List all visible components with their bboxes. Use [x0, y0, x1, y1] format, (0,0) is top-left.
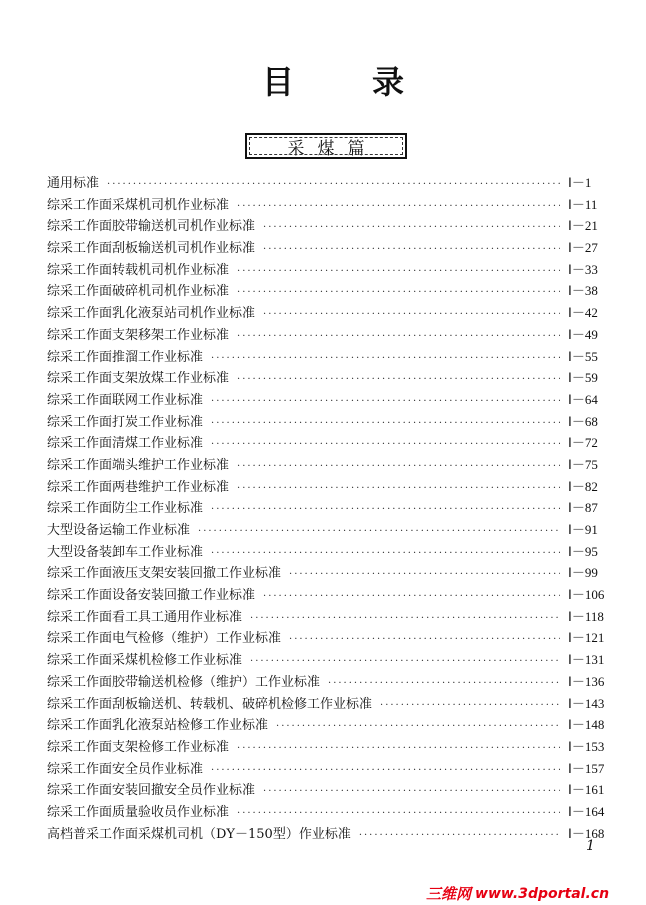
toc-entry[interactable]: [47, 411, 620, 433]
toc-entry-page: Ⅰ－33: [568, 261, 598, 277]
toc-entry-title: 综采工作面设备安装回撤工作业标准: [47, 588, 256, 604]
toc-entry-page: Ⅰ－161: [568, 782, 605, 798]
section-title: 采煤篇: [287, 138, 378, 159]
toc-entry-page: Ⅰ－153: [568, 738, 605, 754]
page-number: 1: [586, 838, 595, 854]
toc-entry-title: 综采工作面质量验收员作业标准: [47, 804, 230, 820]
toc-entry-title: 综采工作面两巷维护工作业标准: [47, 479, 230, 495]
toc-dot-leader: [289, 564, 560, 586]
page-title: [262, 64, 404, 100]
toc-entry-page: Ⅰ－38: [568, 283, 598, 299]
toc-entry-title: 大型设备运输工作业标准: [47, 523, 191, 538]
toc-entry-page: Ⅰ－42: [568, 305, 598, 321]
toc-entry-page: Ⅰ－168: [568, 825, 605, 841]
toc-dot-leader: [237, 196, 560, 218]
toc-entry-title: 综采工作面转载机司机作业标准: [47, 262, 230, 278]
toc-entry[interactable]: [47, 627, 620, 649]
toc-dot-leader: [211, 434, 560, 456]
toc-entry-title: 综采工作面端头维护工作业标准: [47, 457, 230, 473]
toc-dot-leader: [250, 608, 560, 630]
toc-dot-leader: [237, 803, 560, 825]
toc-entry[interactable]: [47, 714, 620, 736]
toc-dot-leader: [328, 673, 560, 695]
toc-entry[interactable]: [47, 215, 620, 237]
toc-dot-leader: [211, 391, 560, 413]
toc-entry[interactable]: [47, 280, 620, 302]
toc-entry-title: 综采工作面胶带输送机检修（维护）工作业标准: [47, 674, 321, 690]
toc-dot-leader: [211, 413, 560, 435]
toc-entry[interactable]: [47, 758, 620, 780]
toc-entry-title: 综采工作面推溜工作业标准: [47, 349, 204, 365]
toc-entry-page: Ⅰ－143: [568, 695, 605, 711]
toc-entry[interactable]: [47, 302, 620, 324]
toc-entry-page: Ⅰ－118: [568, 608, 604, 624]
toc-entry-page: Ⅰ－148: [568, 717, 605, 733]
toc-entry-page: Ⅰ－27: [568, 240, 598, 256]
watermark-url: www.3dportal.cn: [475, 885, 610, 902]
toc-entry-title: 综采工作面支架放煤工作业标准: [47, 371, 230, 387]
toc-dot-leader: [380, 695, 560, 717]
toc-entry-page: Ⅰ－82: [568, 478, 598, 494]
toc-entry-page: Ⅰ－157: [568, 760, 605, 776]
toc-entry[interactable]: [47, 562, 620, 584]
watermark: [426, 882, 646, 905]
toc-entry[interactable]: [47, 736, 620, 758]
toc-entry[interactable]: [47, 801, 620, 823]
toc-dot-leader: [107, 174, 560, 196]
toc-entry[interactable]: [47, 649, 620, 671]
toc-entry-page: Ⅰ－91: [568, 522, 598, 537]
toc-entry-title: 综采工作面安装回撤安全员作业标准: [47, 783, 256, 799]
toc-dot-leader: [263, 586, 560, 608]
toc-entry[interactable]: [47, 346, 620, 368]
toc-entry-page: Ⅰ－87: [568, 500, 598, 516]
toc-dot-leader: [237, 478, 560, 500]
toc-dot-leader: [289, 629, 560, 651]
toc-entry[interactable]: [47, 497, 620, 519]
toc-entry-title: 综采工作面安全员作业标准: [47, 761, 204, 777]
toc-dot-leader: [250, 651, 560, 673]
toc-entry[interactable]: [47, 237, 620, 259]
toc-entry-page: Ⅰ－136: [568, 673, 605, 689]
watermark-site-name: 三维网: [426, 885, 472, 903]
toc-dot-leader: [211, 760, 560, 782]
toc-entry[interactable]: [47, 823, 620, 845]
toc-entry-title: 综采工作面清煤工作业标准: [47, 436, 204, 452]
toc-entry[interactable]: [47, 324, 620, 346]
toc-dot-leader: [237, 326, 560, 348]
toc-entry-title: 综采工作面刮板输送机、转载机、破碎机检修工作业标准: [47, 696, 373, 712]
toc-entry-title: 综采工作面采煤机司机作业标准: [47, 197, 230, 213]
toc-entry-title: 综采工作面支架检修工作业标准: [47, 739, 230, 755]
toc-entry-page: Ⅰ－11: [568, 196, 598, 212]
toc-entry-page: Ⅰ－121: [568, 630, 605, 646]
toc-entry-page: Ⅰ－72: [568, 435, 598, 451]
toc-entry[interactable]: [47, 779, 620, 801]
section-heading-box: [245, 133, 407, 159]
toc-entry[interactable]: [47, 476, 620, 498]
toc-entry-page: Ⅰ－59: [568, 370, 598, 386]
page-title-right: 录: [371, 63, 404, 101]
toc-entry-title: 综采工作面乳化液泵站检修工作业标准: [47, 718, 269, 734]
toc-entry-page: Ⅰ－75: [568, 456, 598, 472]
toc-dot-leader: [211, 543, 560, 565]
page-title-left: 目: [262, 63, 295, 101]
toc-entry-title: 综采工作面液压支架安装回撤工作业标准: [47, 566, 282, 582]
toc-entry[interactable]: [47, 519, 620, 541]
toc-entry-title: 高档普采工作面采煤机司机（DY－150型）作业标准: [47, 826, 351, 842]
toc-entry-title: 综采工作面电气检修（维护）工作业标准: [47, 631, 282, 647]
toc-entry[interactable]: [47, 432, 620, 454]
toc-dot-leader: [359, 825, 560, 847]
table-of-contents: [47, 172, 620, 844]
toc-entry-page: Ⅰ－68: [568, 413, 598, 429]
toc-entry[interactable]: [47, 389, 620, 411]
toc-entry[interactable]: [47, 259, 620, 281]
toc-dot-leader: [237, 456, 560, 478]
toc-dot-leader: [198, 521, 560, 543]
toc-entry-title: 综采工作面看工具工通用作业标准: [47, 609, 243, 625]
toc-entry-title: 综采工作面支架移架工作业标准: [47, 327, 230, 343]
toc-entry-title: 通用标准: [47, 176, 100, 191]
toc-dot-leader: [237, 369, 560, 391]
toc-dot-leader: [211, 348, 560, 370]
toc-dot-leader: [263, 217, 560, 239]
toc-dot-leader: [211, 499, 560, 521]
toc-dot-leader: [263, 304, 560, 326]
toc-entry-page: Ⅰ－164: [568, 803, 605, 819]
toc-entry[interactable]: [47, 454, 620, 476]
toc-dot-leader: [237, 261, 560, 283]
toc-entry-title: 综采工作面破碎机司机作业标准: [47, 284, 230, 300]
toc-dot-leader: [237, 282, 560, 304]
toc-entry-title: 综采工作面采煤机检修工作业标准: [47, 653, 243, 669]
toc-entry-page: Ⅰ－106: [568, 587, 605, 603]
toc-entry-title: 综采工作面刮板输送机司机作业标准: [47, 241, 256, 257]
toc-dot-leader: [276, 716, 560, 738]
toc-entry-page: Ⅰ－1: [568, 175, 592, 190]
toc-entry-page: Ⅰ－64: [568, 391, 598, 407]
toc-entry-title: 综采工作面打炭工作业标准: [47, 414, 204, 430]
toc-entry[interactable]: [47, 172, 620, 194]
toc-entry-title: 大型设备装卸车工作业标准: [47, 544, 204, 560]
toc-entry[interactable]: [47, 584, 620, 606]
toc-dot-leader: [263, 781, 560, 803]
toc-entry-page: Ⅰ－55: [568, 348, 598, 364]
toc-entry-page: Ⅰ－99: [568, 565, 598, 581]
toc-entry[interactable]: [47, 671, 620, 693]
toc-dot-leader: [237, 738, 560, 760]
toc-entry-title: 综采工作面防尘工作业标准: [47, 501, 204, 517]
toc-entry-title: 综采工作面乳化液泵站司机作业标准: [47, 306, 256, 322]
toc-entry[interactable]: [47, 367, 620, 389]
toc-dot-leader: [263, 239, 560, 261]
toc-entry-title: 综采工作面胶带输送机司机作业标准: [47, 219, 256, 235]
toc-entry-title: 综采工作面联网工作业标准: [47, 392, 204, 408]
toc-entry-page: Ⅰ－131: [568, 652, 605, 668]
toc-entry-page: Ⅰ－49: [568, 326, 598, 342]
toc-entry[interactable]: [47, 194, 620, 216]
toc-entry[interactable]: [47, 693, 620, 715]
toc-entry[interactable]: [47, 541, 620, 563]
toc-entry[interactable]: [47, 606, 620, 628]
toc-entry-page: Ⅰ－21: [568, 218, 598, 234]
toc-entry-page: Ⅰ－95: [568, 543, 598, 559]
